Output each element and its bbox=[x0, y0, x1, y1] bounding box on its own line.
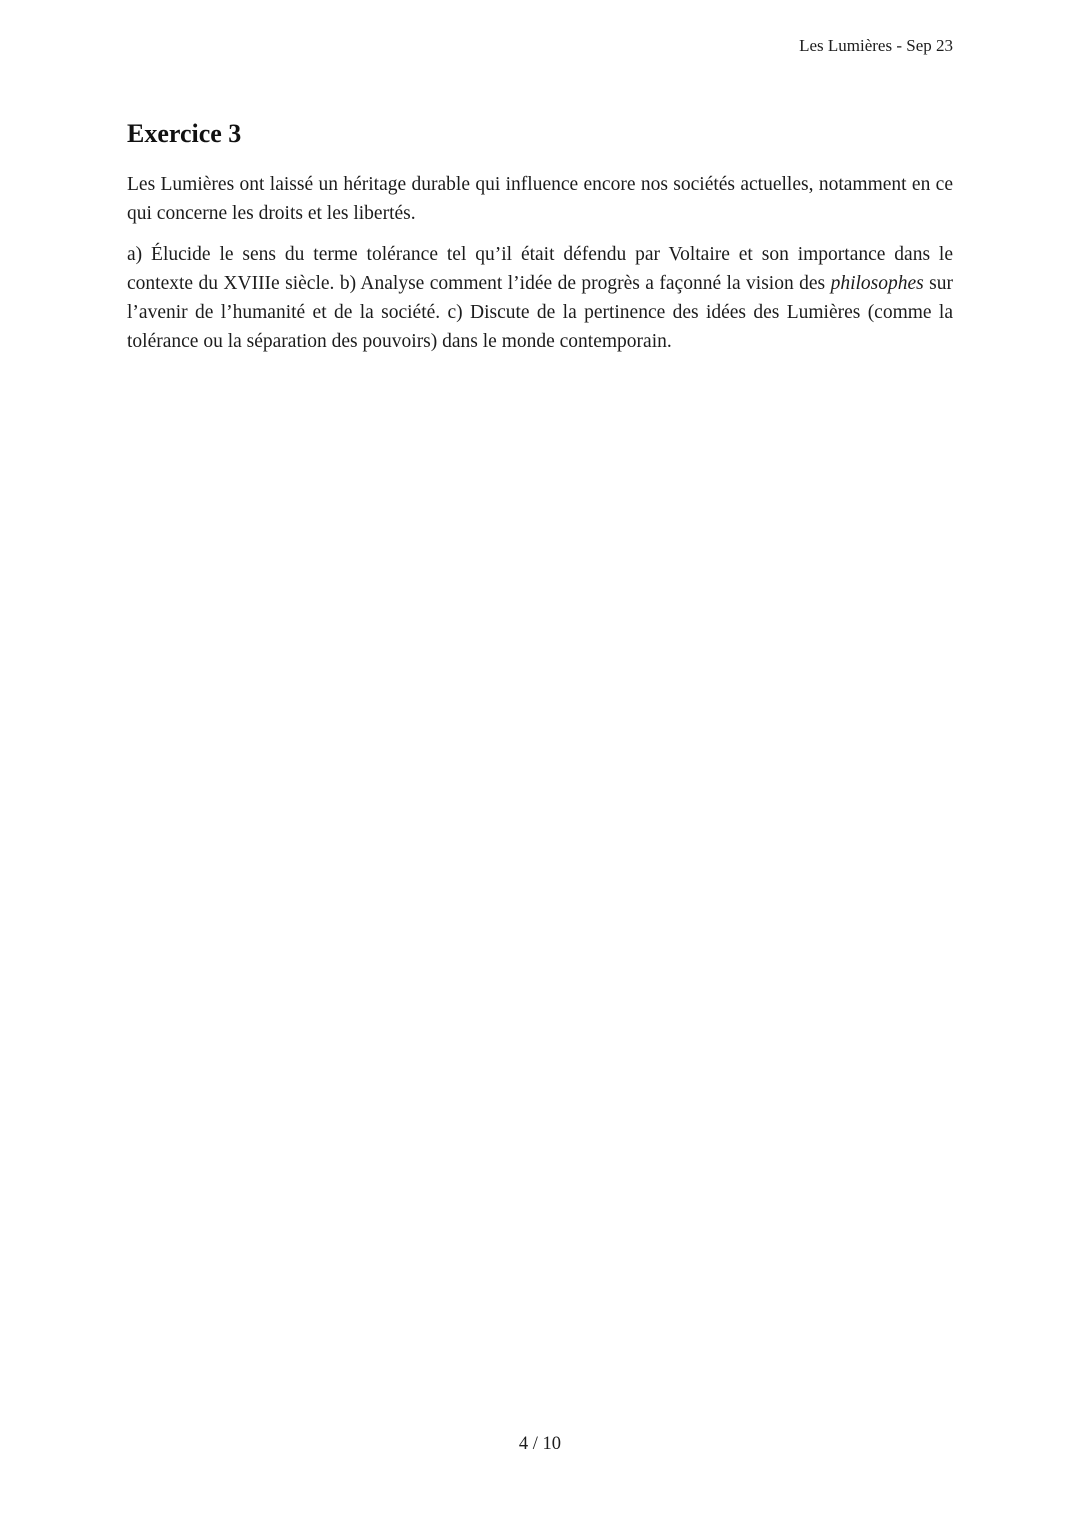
page-number: 4 / 10 bbox=[518, 1434, 562, 1454]
exercise-intro-paragraph: Les Lumières ont laissé un héritage durable qui influence encore nos sociétés actuelles, notamment en ce qui concerne les droits et les libertés. bbox=[127, 174, 953, 224]
questions-italic-word: philosophes bbox=[830, 273, 924, 294]
page-content bbox=[127, 119, 953, 368]
exercise-title: Exercice 3 bbox=[127, 119, 242, 148]
questions-text-start: a) Élucide le sens du terme tolérance tel qu’il était défendu par Voltaire et son importance dans le contexte du XVIIIe siècle. b) Analyse comment l’idée de progrès a façonné la vision des bbox=[127, 244, 953, 294]
questions-text-end: sur l’avenir de l’humanité et de la société. c) Discute de la pertinence des idées des Lumières (comme la tolérance ou la séparation des pouvoirs) dans le monde contemporain. bbox=[127, 273, 953, 352]
exercise-questions-paragraph bbox=[127, 240, 953, 356]
page-header: Les Lumières - Sep 23 bbox=[799, 36, 953, 55]
